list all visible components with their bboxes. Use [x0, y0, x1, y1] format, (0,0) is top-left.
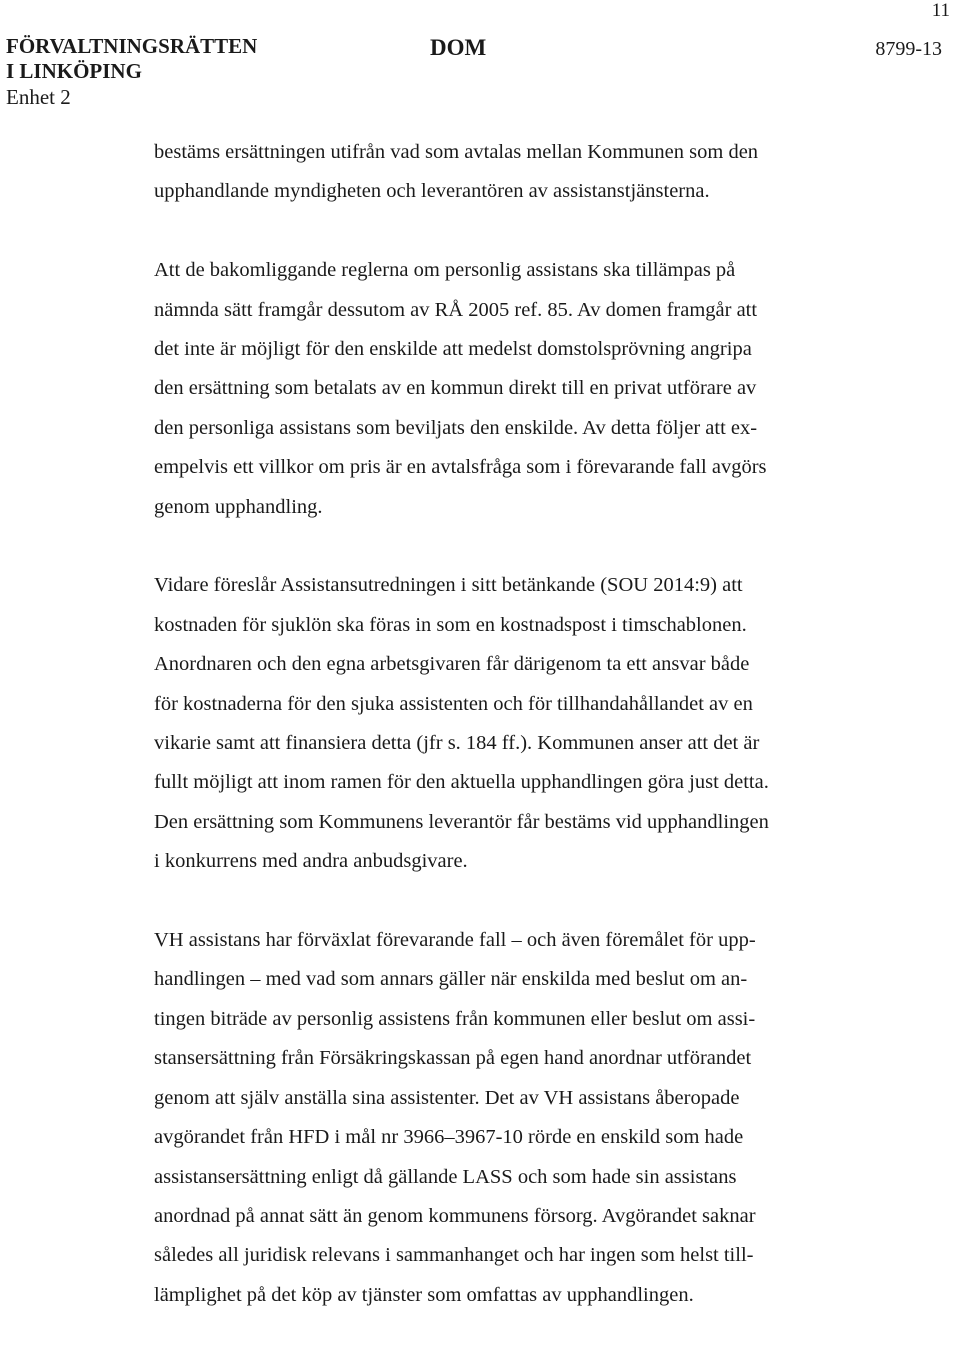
text-line: Anordnaren och den egna arbetsgivaren får därigenom ta ett ansvar både — [154, 653, 750, 676]
text-line: den personliga assistans som beviljats den enskilde. Av detta följer att ex- — [154, 416, 758, 439]
text-line: Att de bakomliggande reglerna om personlig assistans ska tillämpas på — [154, 259, 736, 282]
text-line: assistansersättning enligt då gällande LASS och som hade sin assistans — [154, 1165, 737, 1188]
text-line: för kostnaderna för den sjuka assistenten och för tillhandahållandet av en — [154, 692, 753, 715]
text-line: VH assistans har förväxlat förevarande fall – och även föremålet för upp- — [154, 929, 756, 952]
text-line: empelvis ett villkor om pris är en avtalsfråga som i förevarande fall avgörs — [154, 456, 767, 479]
text-line: tingen biträde av personlig assistens från kommunen eller beslut om assi- — [154, 1007, 756, 1030]
text-line: handlingen – med vad som annars gäller när enskilda med beslut om an- — [154, 968, 748, 991]
text-line: nämnda sätt framgår dessutom av RÅ 2005 ref. 85. Av domen framgår att — [154, 298, 758, 321]
text-line: genom att själv anställa sina assistenter. Det av VH assistans åberopade — [154, 1086, 740, 1109]
paragraph-3 — [154, 566, 844, 881]
text-line: anordnad på annat sätt än genom kommunens försorg. Avgörandet saknar — [154, 1204, 756, 1227]
court-name-line-1: FÖRVALTNINGSRÄTTEN — [6, 34, 258, 58]
text-line: således all juridisk relevans i sammanhanget och har ingen som helst till- — [154, 1244, 754, 1267]
text-line: upphandlande myndigheten och leverantören av assistanstjänsterna. — [154, 180, 710, 203]
text-line: Vidare föreslår Assistansutredningen i sitt betänkande (SOU 2014:9) att — [154, 574, 743, 597]
text-line: stansersättning från Försäkringskassan på egen hand anordnar utförandet — [154, 1047, 752, 1070]
paragraph-2 — [154, 251, 844, 527]
court-unit: Enhet 2 — [6, 85, 71, 109]
page-number: 11 — [931, 0, 950, 21]
document-type: DOM — [430, 35, 487, 60]
text-line: genom upphandling. — [154, 495, 323, 518]
text-line: avgörandet från HFD i mål nr 3966–3967-10 rörde en enskild som hade — [154, 1126, 744, 1149]
text-line: fullt möjligt att inom ramen för den aktuella upphandlingen göra just detta. — [154, 771, 769, 794]
text-line: lämplighet på det köp av tjänster som omfattas av upphandlingen. — [154, 1283, 694, 1306]
text-line: den ersättning som betalats av en kommun direkt till en privat utförare av — [154, 377, 757, 400]
text-line: bestäms ersättningen utifrån vad som avtalas mellan Kommunen som den — [154, 141, 759, 163]
text-line: vikarie samt att finansiera detta (jfr s. 184 ff.). Kommunen anser att det är — [154, 732, 760, 755]
paragraph-1 — [154, 133, 844, 212]
document-body — [154, 133, 844, 1355]
text-line: kostnaden för sjuklön ska föras in som en kostnadspost i timschablonen. — [154, 613, 747, 636]
text-line: i konkurrens med andra anbudsgivare. — [154, 850, 468, 873]
court-name-line-2: I LINKÖPING — [6, 59, 142, 83]
text-line: Den ersättning som Kommunens leverantör får bestäms vid upphandlingen — [154, 810, 769, 833]
court-name — [6, 34, 257, 84]
paragraph-4 — [154, 921, 844, 1315]
case-number: 8799-13 — [875, 38, 942, 60]
text-line: det inte är möjligt för den enskilde att medelst domstolsprövning angripa — [154, 338, 752, 361]
